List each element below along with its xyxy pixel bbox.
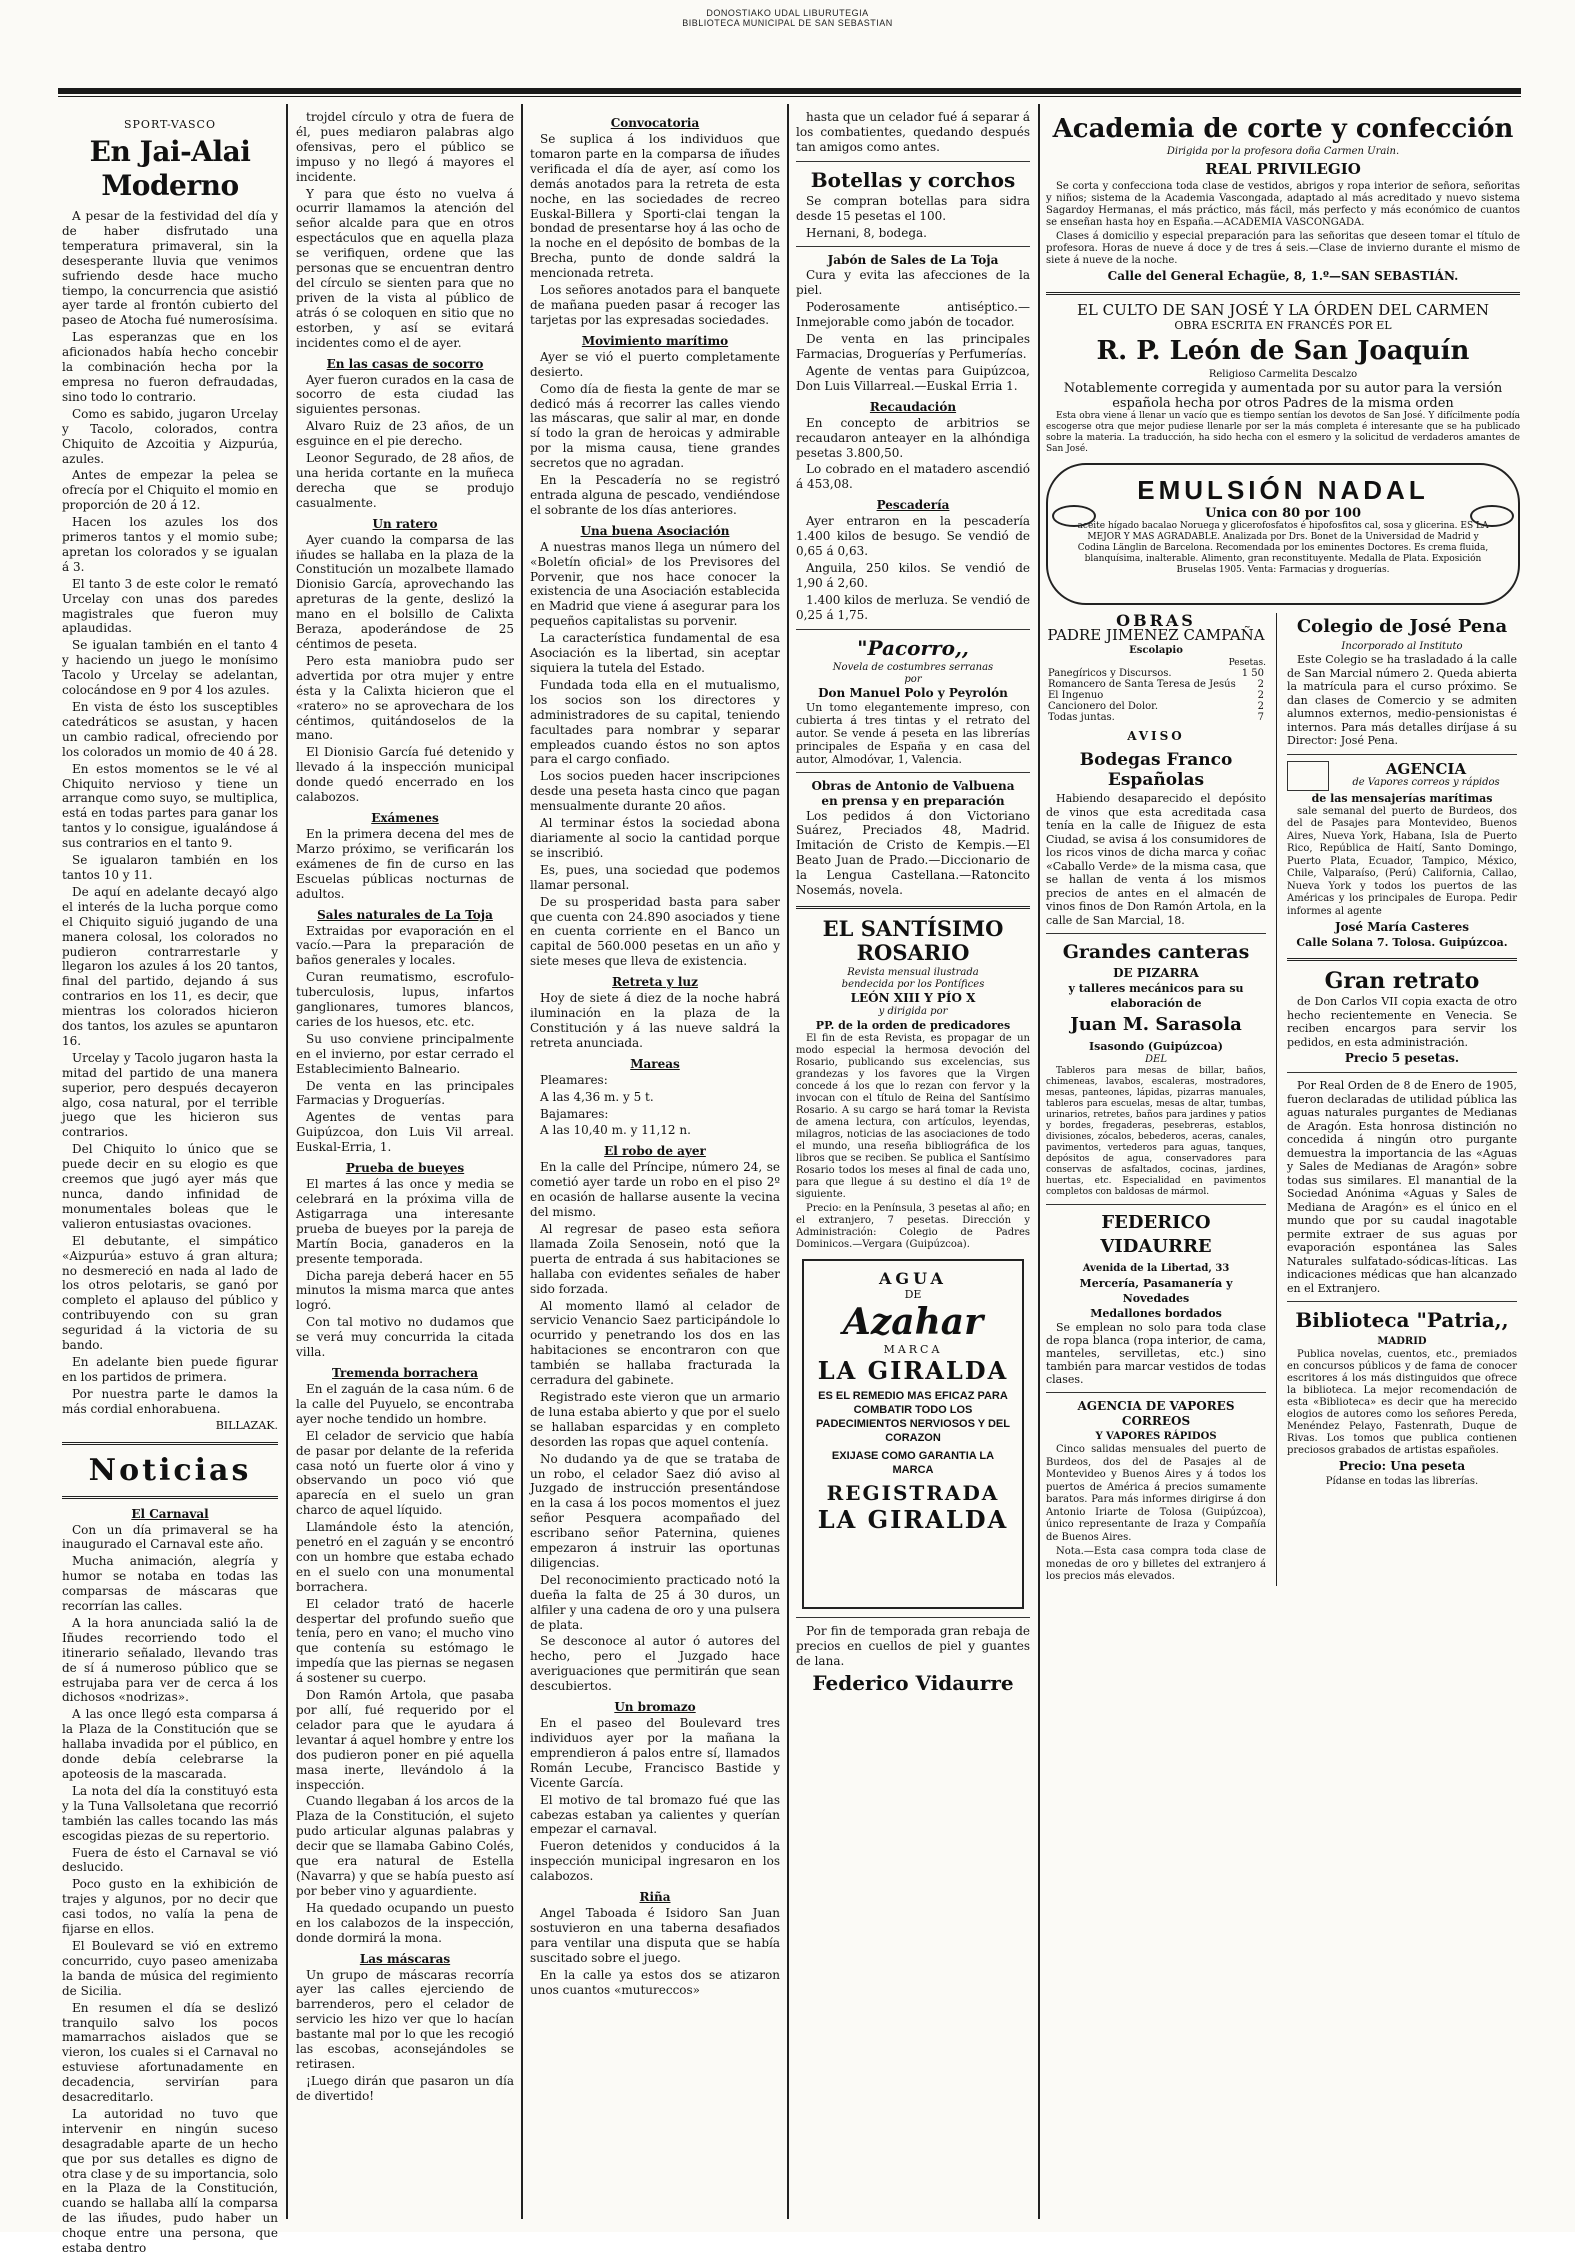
section-heading: Exámenes [296,811,514,825]
ad-subtitle: Notablemente corregida y aumentada por su autor para la versión española hecha por otros Padres de la misma orden [1046,381,1520,411]
divider [62,1442,278,1445]
item-price: 2 [1239,701,1266,712]
paragraph: Ayer cuando la comparsa de las iñudes se hallaba en la plaza de la Constitución un mozalbete llamado Dionisio García, aprovechando las apreturas de la gente, deslizó la mano en el bolsillo de Calixta Beraza, apoderándose de 25 céntimos de peseta. [296,533,514,652]
column-rule [1276,613,1277,1586]
paragraph: Ayer fueron curados en la casa de socorro de esta ciudad las siguientes personas. [296,373,514,418]
paragraph: Su uso conviene principalmente en el invierno, por estar cerrado el Establecimiento Balneario. [296,1032,514,1077]
ad-subtitle: Novela de costumbres serranas [796,662,1030,674]
paragraph: El motivo de tal bromazo fué que las cabezas estaban ya calientes y querían empezar el carnaval. [530,1793,780,1838]
item-price: 7 [1239,712,1266,723]
paragraph: 1.400 kilos de merluza. Se vendió de 0,25 á 1,75. [796,593,1030,623]
paragraph: Ayer se vió el puerto completamente desierto. [530,350,780,380]
ad-subtitle: REAL PRIVILEGIO [1046,162,1520,177]
agencia-header [1287,761,1517,791]
agencia-titles [1335,762,1517,789]
ad-subtitle: MADRID [1287,1334,1517,1349]
ad-subtitle: OBRA ESCRITA EN FRANCÉS POR EL [1046,318,1520,333]
ad-text: Tableros para mesas de billar, baños, chimeneas, lavabos, escaleras, mostradores, mesas, panteones, lápidas, pizarras manuales, tableros para escuelas, mesas de altar, tumbas, urinarios, retretes, baños para jardines y patios y bordes, fregaderas, pesebreras, establos, divisiones, zócalos, bebederos, aceras, canales, pavimentos, vertederos para aguas, tanques, depósitos de agua, conservadores para conservas de asfaltados, cocinas, jardines, huertas, etc. Especialidad en pavimentos completos con baldosas de mármol. [1046,1066,1266,1198]
item-title: El Ingenuo [1046,690,1239,701]
paragraph: Lo cobrado en el matadero ascendió á 453,08. [796,462,1030,492]
ad-title-agencia: AGENCIA [1335,762,1517,777]
ad-subtitle: bendecida por los Pontífices [796,979,1030,991]
column-rule [286,104,288,2219]
paragraph: ¡Luego dirán que pasaron un día de divertido! [296,2074,514,2104]
paragraph: En vista de ésto los susceptibles catedráticos se asustan, y hacen un cambio radical, ofreciendo por los colorados un momio de 40 á 28. [62,700,278,760]
ad-brand: LA GIRALDA [812,1505,1014,1534]
ad-author: PADRE JIMENEZ CAMPAÑA [1046,628,1266,643]
ad-price: Precio: Una peseta [1287,1459,1517,1474]
ad-title-biblioteca: Biblioteca "Patria,, [1287,1308,1517,1332]
paragraph: Antes de empezar la pelea se ofrecía por el Chiquito el momio en proporción de 20 á 12. [62,468,278,513]
column-3 [530,110,780,2215]
ad-subtitle: Escolapio [1046,643,1266,658]
price-row [1046,679,1266,690]
paragraph: A las 4,36 m. y 5 t. [530,1090,780,1105]
paragraph: Es, pues, una sociedad que podemos llamar personal. [530,863,780,893]
paragraph: Alvaro Ruiz de 23 años, de un esguince en el pie derecho. [296,419,514,449]
ad-subtitle: DE PIZARRA [1046,966,1266,981]
ad-text: Por Real Orden de 8 de Enero de 1905, fueron declaradas de utilidad pública las aguas naturales purgantes de Medianas de Aragón. Esta honrosa distinción no concedida á ningún otro purgante demuestra la importancia de las «Aguas y Sales de Medianas de Aragón» sobre todas sus similares. El manantial de la Sociedad Anónima «Aguas y Sales de Mediana de Aragón» es el único en el mundo que por su caudal inagotable permite extraer de sus aguas por evaporación espontánea las Sales Naturales sulfatado-sódicas-líticas. Las indicaciones médicas que han alcanzado en el Extranjero. [1287,1079,1517,1295]
ad-text: MARCA [812,1343,1014,1356]
ad-subtitle: Unica con 80 por 100 [1074,506,1492,521]
paragraph: Dicha pareja deberá hacer en 55 minutos la misma marca que antes logró. [296,1269,514,1314]
divider [1046,1392,1266,1393]
paragraph: Anguila, 250 kilos. Se vendió de 1,90 á 2,60. [796,561,1030,591]
column-5 [1046,110,1520,2215]
ad-subtitle: y talleres mecánicos para su elaboración de [1046,981,1266,1011]
section-heading: Convocatoria [530,116,780,130]
paragraph: En la primera decena del mes de Marzo próximo, se verificarán los exámenes de fin de curso en las Escuelas públicas nocturnas de adultos. [296,827,514,902]
paragraph: En la calle del Príncipe, número 24, se cometió ayer tarde un robo en el piso 2º en ocasión de hallarse ausente la vecina del mismo. [530,1160,780,1220]
ad-price: Precio 5 pesetas. [1287,1051,1517,1066]
divider [1287,958,1517,961]
ad-text: Publica novelas, cuentos, etc., premiados en concursos públicos y de fama de conocer escritores á los más distinguidos que ofrece la biblioteca. La mejor recomendación de esta «Biblioteca» es decir que ha merecido elogios de autores como los señores Pereda, Menéndez Pelayo, Fastenrath, Duque de Rivas. Los tomos que publica contienen preciosos grabados de artistas españoles. [1287,1349,1517,1457]
divider [1287,1072,1517,1073]
ad-title-bodegas: Bodegas Franco Españolas [1046,750,1266,790]
paragraph: Leonor Segurado, de 28 años, de una herida cortante en la muñeca derecha que se produjo casualmente. [296,451,514,511]
paragraph: En el paseo del Boulevard tres individuos ayer por la mañana la emprendieron á palos entre sí, llamados Román Lecube, Francisco Bastide y Vicente García. [530,1716,780,1791]
ad-text: Precio: en la Península, 3 pesetas al año; en el extranjero, 7 pesetas. Dirección y Administración: Colegio de Padres Dominicos.—Vergara (Guipúzcoa). [796,1203,1030,1251]
ad-title-canteras: Grandes canteras [1046,940,1266,964]
continuation-text [296,110,514,351]
ad-text: Por fin de temporada gran rebaja de precios en cuellos de piel y guantes de lana. [796,1624,1030,1669]
ad-title-botellas: Botellas y corchos [796,168,1030,192]
paragraph: Pero esta maniobra pudo ser advertida por otra mujer y entre ésta y la Calixta hicieron que el «ratero» no se aprovechara de los céntimos, quitándoselos de la mano. [296,654,514,743]
paragraph: Agentes de ventas para Guipúzcoa, don Luis Vil arreal. Euskal-Erria, 1. [296,1110,514,1155]
ad-author: Don Manuel Polo y Peyrolón [796,686,1030,701]
ship-icon [1287,761,1329,791]
column-2 [296,110,514,2215]
paragraph: Como es sabido, jugaron Urcelay y Tacolo, colorados, contra Chiquito de Azcoitia y Aizpurúa, azules. [62,407,278,467]
paragraph: Del Chiquito lo único que se puede decir en su elogio es que creemos que jugó ayer más que nunca, dando infinidad de monumentales boleas que le valieron entusiastas ovaciones. [62,1142,278,1231]
item-title: Panegíricos y Discursos. [1046,668,1239,679]
divider [62,1496,278,1499]
paragraph: En estos momentos se le vé al Chiquito nervioso y tiene un arranque como suyo, se multiplica, está en todas partes para ganar los tantos y lo consigue, igualándose á sus contrarios en el tanto 9. [62,762,278,851]
price-header: Pesetas. [1046,658,1266,668]
ad-subtitle: PP. de la orden de predicadores [796,1018,1030,1033]
section-heading: Una buena Asociación [530,524,780,538]
paragraph: A nuestras manos llega un número del «Boletín oficial» de los Previsores del Porvenir, que nos hace conocer la existencia de una Asociación establecida en Madrid que viene á asegurar para los pequeños capitalistas su porvenir. [530,540,780,629]
paragraph: El martes á las once y media se celebrará en la próxima villa de Astigarraga una interesante prueba de bueyes por la pareja de Martín Bocia, ganaderos en la presente temporada. [296,1177,514,1266]
paragraph: A las 10,40 m. y 11,12 n. [530,1123,780,1138]
paragraph: Al momento llamó al celador de servicio Venancio Saez participándole lo ocurrido y penetrando los dos en las habitaciones se encontraron con que también se hallaba fracturada la cerradura del gabinete. [530,1299,780,1388]
paragraph: Hacen los azules los dos primeros tantos y el momio sube; apretan los colorados y se igualan á 3. [62,515,278,575]
section-heading: Pescadería [796,498,1030,512]
ad-title-colegio: Colegio de José Pena [1287,615,1517,639]
paragraph: Angel Taboada é Isidoro San Juan sostuvieron en una taberna desafiados para ventilar una disputa que se había suscitado sobre el juego. [530,1906,780,1966]
ad-title: EMULSIÓN NADAL [1074,475,1492,506]
news-sections [296,357,514,2104]
emulsion-nadal-ad [1046,463,1520,605]
ad-subtitle: LEÓN XIII Y PÍO X [796,991,1030,1006]
ad-text: Esta obra viene á llenar un vacío que es tiempo sentían los devotos de San José. Y difícilmente podía escogerse otra que mejor pudiese llenarle por ser la más completa é interesante que se ha publicado sobre la materia. La traducción, ha sido hecha con el esmero y la solicitud de verdaderos amantes de San José. [1046,411,1520,455]
column-rule [1038,104,1040,2219]
section-heading: Las máscaras [296,1952,514,1966]
ad-subtitle: Incorporado al Instituto [1287,641,1517,653]
ad-logo-script: Azahar [812,1301,1014,1343]
paragraph: En resumen el día se deslizó tranquilo salvo los pocos mamarrachos aislados que se vieron, los cuales si el Carnaval no estuviese afortunadamente en decadencia, servirían para desacreditarlo. [62,2001,278,2105]
paragraph: Cuando llegaban á los arcos de la Plaza de la Constitución, el sujeto pudo articular algunas palabras y decir que se llamaba Gabino Colés, que era natural de Estella (Navarra) y que se había puesto así por beber vino y aguardiente. [296,1794,514,1898]
paragraph: Al regresar de paseo esta señora llamada Zoila Senosein, notó que la puerta de entrada á sus habitaciones se hallaba con evidentes señales de haber sido forzada. [530,1222,780,1297]
paragraph: Urcelay y Tacolo jugaron hasta la mitad del partido de una manera superior, pero después decayeron algo, cosa natural, por el terrible juego que les hicieron sus contrarios. [62,1051,278,1140]
ad-text: EXIJASE COMO GARANTIA LA MARCA [812,1449,1014,1477]
ad-address: Hernani, 8, bodega. [796,226,1030,241]
divider [1046,933,1266,934]
paragraph: De venta en las principales Farmacias y Droguerías. [296,1079,514,1109]
item-price: 2 [1239,679,1266,690]
paragraph: Con un día primaveral se ha inaugurado el Carnaval este año. [62,1523,278,1553]
masthead-rule [58,88,1521,94]
ad-title-vidaurre: FEDERICO VIDAURRE [1046,1211,1266,1259]
item-title: Cancionero del Dolor. [1046,701,1239,712]
ad-subtitle: de las mensajerías marítimas [1287,791,1517,806]
ad-text: Clases á domicilio y especial preparación para las señoritas que deseen tomar el título de profesora. Horas de nueve á doce y de tres á seis.—Clase de invierno durante el mismo de siete á nueve de la noche. [1046,231,1520,267]
ad-subtitle: en prensa y en preparación [796,794,1030,809]
paragraph: Ayer entraron en la pescadería 1.400 kilos de besugo. Se vendió de 0,65 á 0,63. [796,514,1030,559]
ad-subtitle: DEL [1046,1054,1266,1066]
paragraph: El Boulevard se vió en extremo concurrido, cuyo paseo amenizaba la banda de música del regimiento de Sicilia. [62,1939,278,1999]
ad-title-jabon: Jabón de Sales de La Toja [796,253,1030,268]
price-table [1046,668,1266,723]
paragraph: De venta en las principales Farmacias, Droguerías y Perfumerías. [796,332,1030,362]
paragraph: Al terminar éstos la sociedad abona diariamente al socio la cantidad porque se inscribió. [530,816,780,861]
section-title-noticias: Noticias [62,1453,278,1488]
obras-ad [1046,613,1266,1586]
paragraph: Fueron detenidos y conducidos á la inspección municipal ingresaron en los calabozos. [530,1839,780,1884]
paragraph: Ha quedado ocupando un puesto en los calabozos de la inspección, donde dormirá la mona. [296,1901,514,1946]
ad-author: Juan M. Sarasola [1046,1013,1266,1037]
ad-title-rosario: EL SANTÍSIMO ROSARIO [796,917,1030,965]
paragraph: De su prosperidad basta para saber que cuenta con 24.890 asociados y tiene en cuenta corriente en el Banco un capital de 560.000 pesetas en un año y siete meses que lleva de existencia. [530,895,780,970]
fish-icon [1470,505,1514,527]
ad-text: Los pedidos á don Victoriano Suárez, Preciados 48, Madrid. Imitación de Cristo de Kempis.—El Beato Juan de Prado.—Diccionario de la Lengua Castellana.—Ratoncito Nosemás, novela. [796,809,1030,898]
paragraph: Por nuestra parte le damos la más cordial enhorabuena. [62,1387,278,1417]
paragraph: No dudando ya de que se trataba de un robo, el celador Saez dió aviso al Juzgado de instrucción presentándose en la casa á los pocos momentos el juez señor Pesquera acompañado del escribano señor Paternina, quienes empezaron á instruir las oportunas diligencias. [530,1452,780,1571]
ad-text: sale semanal del puerto de Burdeos, dos del de Pasajes para Montevideo, Buenos Aires, Nueva York, Habana, Isla de Puerto Rico, República de Haití, Santo Domingo, Puerto Plata, Ecuador, Tampico, México, Chile, Valparaíso, (Perú) California, Callao, Nueva York y todos los puertos de las Américas y los principales de Europa. Pedir informes al agente [1287,806,1517,919]
paragraph: Con tal motivo no dudamos que se verá muy concurrida la citada villa. [296,1315,514,1360]
paragraph: Bajamares: [530,1107,780,1122]
ad-signature: Federico Vidaurre [796,1671,1030,1695]
ad-text: Se compran botellas para sidra desde 15 pesetas el 100. [796,194,1030,224]
article-signature: BILLAZAK. [62,1419,278,1434]
paragraph: En la calle ya estos dos se atizaron unos cuantos «mutureccos» [530,1968,780,1998]
divider [796,772,1030,773]
paragraph: El tanto 3 de este color le remató Urcelay con unas dos paredes magistrales que fueron muy aplaudidas. [62,577,278,637]
item-title: Romancero de Santa Teresa de Jesús [1046,679,1239,690]
ad-text: Habiendo desaparecido el depósito de vinos que esta acreditada casa tenía en la calle de Iñiguez de esta Ciudad, se avisa á los consumidores de los ricos vinos de dicha marca y coñac «Caballo Verde» de la misma casa, que se hallan de venta á los mismos precios de antes en el almacén de vinos finos de Don Ramón Artola, en la calle de San Marcial, 18. [1046,792,1266,927]
section-heading: Mareas [530,1057,780,1071]
ad-subtitle: Revista mensual ilustrada [796,967,1030,979]
divider [796,161,1030,162]
ad-subtitle: Medallones bordados [1046,1306,1266,1321]
paragraph: Del reconocimiento practicado notó la dueña la falta de 25 á 30 duros, un alfiler y una cadena de oro y una pulsera de plata. [530,1573,780,1633]
paragraph: El Dionisio García fué detenido y llevado á la inspección municipal donde quedó encerrado en los calabozos. [296,745,514,805]
paragraph: En el zaguán de la casa núm. 6 de la calle del Puyuelo, se encontraba ayer noche tendido un hombre. [296,1382,514,1427]
paragraph: Curan reumatismo, escrofulo-tuberculosis, lupus, infartos ganglionares, tumores blancos, caries de los huesos, etc. etc. [296,970,514,1030]
paragraph: Agente de ventas para Guipúzcoa, Don Luis Villarreal.—Euskal Erria 1. [796,364,1030,394]
ad-address: Calle del General Echagüe, 8, 1.º—SAN SEBASTIÁN. [1046,269,1520,284]
ad-title-culto: EL CULTO DE SAN JOSÉ Y LA ÓRDEN DEL CARMEN [1046,303,1520,318]
ad-text: El fin de esta Revista, es propagar de un modo especial la hermosa devoción del Rosario, publicando sus excelencias, sus grandezas y los favores que la Virgen concede á los que lo rezan con fervor y la invocan con el título de Reina del Santísimo Rosario. A su cargo se hará tomar la Revista de amena lectura, con artículos, leyendas, milagros, noticias de las asociaciones de todo el mundo, una reseña bibliográfica de los libros que se reciben. Se publica el Santísimo Rosario todos los meses al final de cada uno, para que llegue á su destino el día 1º de siguiente. [796,1033,1030,1201]
paragraph: Fundada toda ella en el mutualismo, los socios son los directores y administradores de su capital, teniendo facultades para nombrar y separar empleados cuando éstos no son aptos para el cargo confiado. [530,678,780,767]
paragraph: Se suplica á los individuos que tomaron parte en la comparsa de iñudes verificada el día de ayer, así como los demás anotados para la retreta de esta noche, en las sociedades de recreo Euskal-Billera y Sporti-clai tengan la bondad de presentarse hoy á las ocho de la noche en el depósito de bombas de la Brecha, punto de donde saldrá la mencionada retreta. [530,132,780,281]
paragraph: Don Ramón Artola, que pasaba por allí, fué requerido por el celador para que le ayudara á levantar á aquel hombre y entre los dos pudieron poner en pié aquella masa inerte, llevándolo á la inspección. [296,1688,514,1792]
section-heading: Tremenda borrachera [296,1366,514,1380]
divider [796,1617,1030,1618]
article-title: En Jai-Alai Moderno [62,135,278,203]
paragraph: El celador trató de hacerle despertar del profundo sueño que tenía, pero en vano; el mucho vino que contenía su estómago le impedía que las piernas se negasen á sostener su cuerpo. [296,1597,514,1686]
ad-text: Se emplean no solo para toda clase de ropa blanca (ropa interior, de cama, manteles, servilletas, etc.) sino también para marcar vestidos de todas clases. [1046,1321,1266,1386]
section-heading: El robo de ayer [530,1144,780,1158]
section-heading: Riña [530,1890,780,1904]
paragraph: La autoridad no tuvo que intervenir en ningún suceso desagradable aparte de un hecho que por sus detalles es digno de otra clase y de su importancia, solo en la Plaza de la Constitución, cuando se hallaba allí la comparsa de las iñudes, pudo haber un choque entre una persona, que estaba dentro [62,2107,278,2256]
paragraph: Extraidas por evaporación en el vacío.—Para la preparación de baños generales y locales. [296,924,514,969]
ad-text: aceite hígado bacalao Noruega y glicerofosfatos é hipofosfitos cal, sosa y glicerina. ES LA MEJOR Y MAS AGRADABLE. Analizada por Drs. Bonet de la Universidad de Madrid y Codina Länglin de Barcelona. Recomendada por los eminentes Doctores. Es crema fluida, blanquísima, inalterable. Alimento, gran reconstituyente. Medalla de Plata. Exposición Bruselas 1905. Venta: Farmacias y droguerías. [1074,521,1492,576]
paragraph: Registrado este vieron que un armario de luna estaba abierto y que por el suelo se hallaban esparcidas y en completo desorden las ropas que aquel contenía. [530,1390,780,1450]
paragraph: Las esperanzas que en los aficionados había hecho concebir la combinación hecha por la empresa no fueron defraudadas, sino todo lo contrario. [62,330,278,405]
ad-text: DE [812,1288,1014,1301]
agua-azahar-ad [802,1259,1024,1609]
ad-title-academia: Academia de corte y confección [1046,114,1520,144]
carnaval-body [62,1523,278,2256]
price-row [1046,668,1266,679]
ad-subtitle: y dirigida por [796,1006,1030,1018]
ad-row [1046,613,1520,1586]
ad-text: Se corta y confecciona toda clase de vestidos, abrigos y ropa interior de señora, señoritas y niños; sistema de la Academia Vascongada, adaptado al más acreditado y nuevo sistema Sagardoy Hermanas, el más práctico, más fácil, más perfecto y más económico de cuantos se enseñan hasta hoy en España.—ACADEMIA VASCONGADA. [1046,181,1520,229]
column-rule [787,104,789,2219]
ad-subtitle: Religioso Carmelita Descalzo [1046,369,1520,381]
divider [1046,1204,1266,1205]
ad-brand: LA GIRALDA [812,1356,1014,1385]
ad-title-agencia2: AGENCIA DE VAPORES CORREOS [1046,1399,1266,1429]
paragraph: Mucha animación, alegría y humor se notaba en todas las comparsas de máscaras que recorrían las calles. [62,1554,278,1614]
paragraph: A la hora anunciada salió la de Iñudes recorriendo todo el itinerario señalado, llevando tras de sí á numeroso público que se estrujaba para ver de cerca á los dichosos «nodrizas». [62,1616,278,1705]
paragraph: De aquí en adelante decayó algo el interés de la lucha porque como el Chiquito siguió jugando de una manera colosal, los colorados no pudieron contrarrestarle y llegaron los azules á los 20 tantos, final del partido, dejando á sus contrarios en los 11, es decir, que mientras los colorados hicieron dos tantos, los azules se apuntaron 16. [62,885,278,1049]
divider [796,629,1030,630]
paragraph: En la Pescadería no se registró entrada alguna de pescado, vendiéndose el sobrante de los días anteriores. [530,473,780,518]
section-body [796,514,1030,622]
ad-text: de Don Carlos VII copia exacta de otro hecho recientemente en Venecia. Se reciben encargos para servir los pedidos, en esta administración. [1287,995,1517,1049]
ad-address: Calle Solana 7. Tolosa. Guipúzcoa. [1287,935,1517,950]
ad-text: Cinco salidas mensuales del puerto de Burdeos, dos del de Pasajes al de Montevideo y Buenos Aires y á todos los puertos de América á precios sumamente baratos. Para más informes dirigirse á don Antonio Iriarte de Tolosa (Guipúzcoa), único representante de Iraza y Compañía de Buenos Aires. [1046,1444,1266,1544]
paragraph: Poco gusto en la exhibición de trajes y algunos, por no decir que casi todos, no valía la pena de fijarse en ellos. [62,1877,278,1937]
ad-text: Nota.—Esta casa compra toda clase de monedas de oro y billetes del extranjero á los precios más elevados. [1046,1546,1266,1584]
item-title: Todas juntas. [1046,712,1239,723]
paragraph: En concepto de arbitrios se recaudaron anteayer en la alhóndiga pesetas 3.800,50. [796,416,1030,461]
price-row [1046,712,1266,723]
divider [796,906,1030,909]
price-row [1046,701,1266,712]
ad-agent: José María Casteres [1287,920,1517,935]
paragraph: Los señores anotados para el banquete de mañana pueden pasar á recoger las tarjetas por las expresadas sociedades. [530,283,780,328]
item-price: 2 [1239,690,1266,701]
section-heading: Retreta y luz [530,975,780,989]
paragraph: Se igualan también en el tanto 4 y haciendo un juego le monísimo Tacolo y Urcelay se adelantan, colocándose en 9 por 4 los azules. [62,638,278,698]
ad-text: AGUA [812,1269,1014,1288]
paragraph: En adelante bien puede figurar en los partidos de primera. [62,1355,278,1385]
section-heading: El Carnaval [62,1507,278,1521]
section-heading: Un ratero [296,517,514,531]
masthead-rule-thin [58,96,1521,97]
ad-address: Avenida de la Libertad, 33 [1046,1261,1266,1276]
ad-subtitle: por [796,674,1030,686]
section-heading: En las casas de socorro [296,357,514,371]
column-4 [796,110,1030,2215]
ad-body [796,268,1030,393]
divider [1287,1301,1517,1302]
paragraph: Un grupo de máscaras recorría ayer las calles ejerciendo de barrenderos, pero el celador de servicio les hizo ver que lo hacían bastante mal por lo que les recogió las escobas, aconsejándoles se retirasen. [296,1968,514,2072]
library-stamp: DONOSTIAKO UDAL LIBURUTEGIA BIBLIOTECA MUNICIPAL DE SAN SEBASTIAN [0,8,1575,28]
ad-text: ES EL REMEDIO MAS EFICAZ PARA COMBATIR TODO LOS PADECIMIENTOS NERVIOSOS Y DEL CORAZON [812,1389,1014,1445]
right-ads [1287,613,1517,1586]
ad-subtitle: Y VAPORES RÁPIDOS [1046,1429,1266,1444]
paragraph: Se desconoce al autor ó autores del hecho, pero el Juzgado hace averiguaciones que permitirán que sean descubiertos. [530,1634,780,1694]
ad-text: Pídanse en todas las librerías. [1287,1474,1517,1489]
paragraph: Se igualaron también en los tantos 10 y 11. [62,853,278,883]
paragraph: Como día de fiesta la gente de mar se dedicó más á recorrer las calles viendo las máscaras, que salir al mar, en donde sí todo la gran de heroicas y admirable por la misma causa, tiene grandes secretos que no agradan. [530,382,780,471]
ad-text: Este Colegio se ha trasladado á la calle de San Marcial número 2. Queda abierta la matrícula para el curso próximo. Se dan clases de Comercio y se admiten alumnos externos, medio-pensionistas é internos. Para más detalles diríjase á su Director: José Pena. [1287,653,1517,748]
paragraph: El celador de servicio que había de pasar por delante de la referida casa notó un fuerte olor á vino y observando un poco vió que aparecía en el suelo un gran charco de aquel líquido. [296,1429,514,1518]
ad-text: Un tomo elegantemente impreso, con cubierta á tres tintas y el retrato del autor. Se vende á peseta en las librerías principales de España y en casa del autor, Almodóvar, 1, Valencia. [796,701,1030,766]
section-heading: Un bromazo [530,1700,780,1714]
news-sections [530,116,780,1998]
paragraph: Hoy de siete á diez de la noche habrá iluminación en la plaza de la Constitución y á las nueve saldrá la retreta anunciada. [530,991,780,1051]
paragraph: La nota del día la constituyó esta y la Tuna Vallsoletana que recorrió también las calles tocando las más escogidas piezas de su repertorio. [62,1784,278,1844]
paragraph: La característica fundamental de esa Asociación es la libertad, sin aceptar siquiera la tutela del Estado. [530,631,780,676]
fish-icon [1052,505,1096,527]
ad-title-retrato: Gran retrato [1287,969,1517,993]
article-body [62,209,278,1417]
ad-author: R. P. León de San Joaquín [1046,335,1520,367]
paragraph: Fuera de ésto el Carnaval se vió deslucido. [62,1846,278,1876]
price-row [1046,690,1266,701]
ad-title: OBRAS [1046,613,1266,628]
paragraph: trojdel círculo y otra de fuera de él, pues mediaron palabras algo ofensivas, pero el público se impuso y no llegó á mayores el incidente. [296,110,514,185]
paragraph: Cura y evita las afecciones de la piel. [796,268,1030,298]
paragraph: Llamándole ésto la atención, penetró en el zaguán y se encontró con un hombre que estaba echado en el suelo con una monumental borrachera. [296,1520,514,1595]
ad-subtitle: Dirigida por la profesora doña Carmen Urain. [1046,146,1520,158]
ad-text: REGISTRADA [812,1481,1014,1505]
paragraph: A pesar de la festividad del día y de haber disfrutado una temperatura primaveral, sin la desesperante lluvia que venimos sufriendo desde hace mucho tiempo, la concurrencia que asistió ayer tarde al frontón cubierto del paseo de Atocha fué numerosísima. [62,209,278,328]
ad-subtitle: AVISO [1046,729,1266,744]
continuation-text: hasta que un celador fué á separar á los combatientes, quedando después tan amigos como antes. [796,110,1030,155]
divider [1287,754,1517,755]
paragraph: Pleamares: [530,1073,780,1088]
divider [796,246,1030,247]
ad-subtitle: Mercería, Pasamanería y Novedades [1046,1276,1266,1306]
paragraph: Y para que ésto no vuelva á ocurrir llamamos la atención del señor alcalde para que en otros espectáculos que en aquella plaza se verifiquen, ordene que las personas que se encuentran dentro del círculo se sienten para que no priven de la vista al público de atrás ó se coloquen en sitio que no estorben, y así se evitará incidentes como el de ayer. [296,187,514,351]
column-rule [521,104,523,2219]
section-kicker: SPORT-VASCO [62,118,278,131]
section-heading: Sales naturales de La Toja [296,908,514,922]
divider [1046,292,1520,295]
column-1 [62,110,278,2215]
section-heading: Movimiento marítimo [530,334,780,348]
ad-subtitle: Isasondo (Guipúzcoa) [1046,1039,1266,1054]
item-price: 1 50 [1239,668,1266,679]
section-body [796,416,1030,493]
paragraph: Poderosamente antiséptico.—Inmejorable como jabón de tocador. [796,300,1030,330]
section-heading: Prueba de bueyes [296,1161,514,1175]
paragraph: Los socios pueden hacer inscripciones desde una peseta hasta cinco que pagan mensualmente durante 20 años. [530,769,780,814]
ad-title-pacorro: "Pacorro,, [796,636,1030,660]
ad-title-valbuena: Obras de Antonio de Valbuena [796,779,1030,794]
ad-subtitle: de Vapores correos y rápidos [1335,777,1517,789]
paragraph: El debutante, el simpático «Aizpurúa» estuvo á gran altura; no desmereció en nada al lado de los otros pelotaris, se ganó por completo el aplauso del público y contribuyendo con su gran seguridad á la victoria de su bando. [62,1234,278,1353]
paragraph: A las once llegó esta comparsa á la Plaza de la Constitución que se hallaba invadida por el público, en donde debía celebrarse la apoteosis de la mascarada. [62,1707,278,1782]
section-heading: Recaudación [796,400,1030,414]
